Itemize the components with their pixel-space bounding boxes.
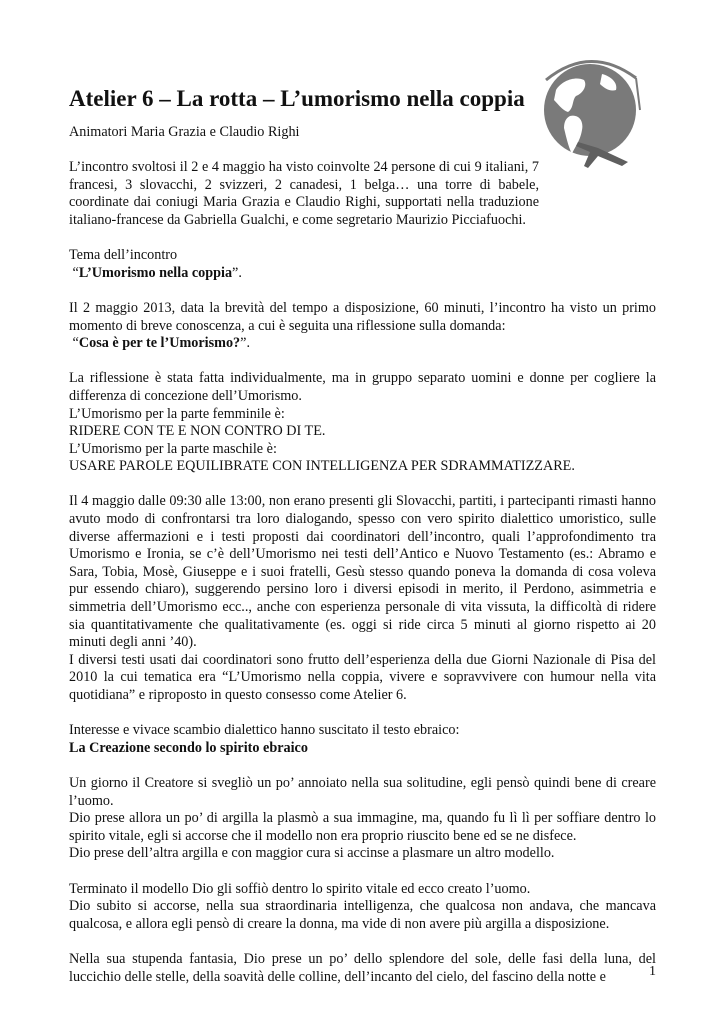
texts-paragraph: I diversi testi usati dai coordinatori sono frutto dell’esperienza della due Giorni Nazionale di Pisa del 2010 la cui tematica era “L’Umorismo nella coppia, vivere e sopravvivere con humour nella vita quotidiana” e riproposto in questo consesso come Atelier 6. xyxy=(69,651,656,703)
theme-line: “L’Umorismo nella coppia”. xyxy=(72,264,242,281)
page-title: Atelier 6 – La rotta – L’umorismo nella coppia xyxy=(69,86,525,111)
question-line: “Cosa è per te l’Umorismo?”. xyxy=(72,335,250,352)
story-paragraph-1: Un giorno il Creatore si svegliò un po’ annoiato nella sua solitudine, egli pensò quindi bene di creare l’uomo. xyxy=(69,774,656,809)
male-answer: USARE PAROLE EQUILIBRATE CON INTELLIGENZA PER SDRAMMATIZZARE. xyxy=(69,458,575,475)
theme-title: L’Umorismo nella coppia xyxy=(78,264,233,281)
male-label: L’Umorismo per la parte maschile è: xyxy=(69,440,277,457)
story-paragraph-3: Dio prese dell’altra argilla e con maggior cura si accinse a plasmare un altro modello. xyxy=(69,845,555,862)
may2-paragraph: Il 2 maggio 2013, data la brevità del tempo a disposizione, 60 minuti, l’incontro ha visto un primo momento di breve conoscenza, a cui è seguita una riflessione sulla domanda: xyxy=(69,299,656,334)
page-number: 1 xyxy=(649,964,656,979)
animators-line: Animatori Maria Grazia e Claudio Righi xyxy=(69,124,300,140)
may4-paragraph: Il 4 maggio dalle 09:30 alle 13:00, non erano presenti gli Slovacchi, partiti, i partecipanti rimasti hanno avuto modo di confrontarsi tra loro dialogando, spesso con vero spirito dialettico umoristico, sulle diverse affermazioni e i testi proposti dai coordinatori dell’incontro, quali l’approfondimento tra Umorismo e Ironia, se c’è dell’Umorismo nei testi dell’Antico e Nuovo Testamento (es.: Abramo e Sara, Tobia, Mosè, Giuseppe e i suoi fratelli, Gesù stesso quando poneva la domanda di cosa voleva pur essendo chiaro), suggerendo persino loro i diversi episodi in merito, il Perdono, asimmetria e simmetria dell’Umorismo ecc.., anche con esperienza personale di vita vissuta, la difficoltà di ridere sia quantitativamente che qualitativamente (es. oggi si ride circa 5 minuti al giorno rispetto ai 20 minuti degli anni ’40). xyxy=(69,493,656,651)
female-answer: RIDERE CON TE E NON CONTRO DI TE. xyxy=(69,423,326,440)
creation-heading: La Creazione secondo lo spirito ebraico xyxy=(69,739,308,756)
theme-label: Tema dell’incontro xyxy=(69,247,178,264)
intro-paragraph: L’incontro svoltosi il 2 e 4 maggio ha visto coinvolte 24 persone di cui 9 italiani, 7 francesi, 3 slovacchi, 2 svizzeri, 2 canadesi, 1 belga… una torre di babele, coordinate dai coniugi Maria Grazia e Claudio Righi, supportati nella traduzione italiano-francese da Gabriella Gualchi, e come segretario Maurizio Picciafuochi. xyxy=(69,159,539,228)
interest-line: Interesse e vivace scambio dialettico hanno suscitato il testo ebraico: xyxy=(69,722,460,739)
female-label: L’Umorismo per la parte femminile è: xyxy=(69,405,285,422)
story-paragraph-6: Nella sua stupenda fantasia, Dio prese un po’ dello splendore del sole, delle fasi della luna, del luccichio delle stelle, della soavità delle colline, dell’incanto del cielo, del fascino della notte e xyxy=(69,950,656,985)
reflection-paragraph: La riflessione è stata fatta individualmente, ma in gruppo separato uomini e donne per cogliere la differenza di concezione dell’Umorismo. xyxy=(69,370,656,404)
story-paragraph-5: Dio subito si accorse, nella sua straordinaria intelligenza, che qualcosa non andava, che mancava qualcosa, e allora egli pensò di creare la donna, ma vide di non avere più argilla a disposizione. xyxy=(69,898,656,932)
story-paragraph-2: Dio prese allora un po’ di argilla la plasmò a sua immagine, ma, quando fu lì lì per soffiare dentro lo spirito vitale, egli si accorse che il modello non era proprio riuscito bene ed se ne disfece. xyxy=(69,810,656,844)
document-body xyxy=(69,124,656,1004)
story-paragraph-4: Terminato il modello Dio gli soffiò dentro lo spirito vitale ed ecco creato l’uomo. xyxy=(69,880,531,897)
question-text: Cosa è per te l’Umorismo? xyxy=(78,335,241,352)
